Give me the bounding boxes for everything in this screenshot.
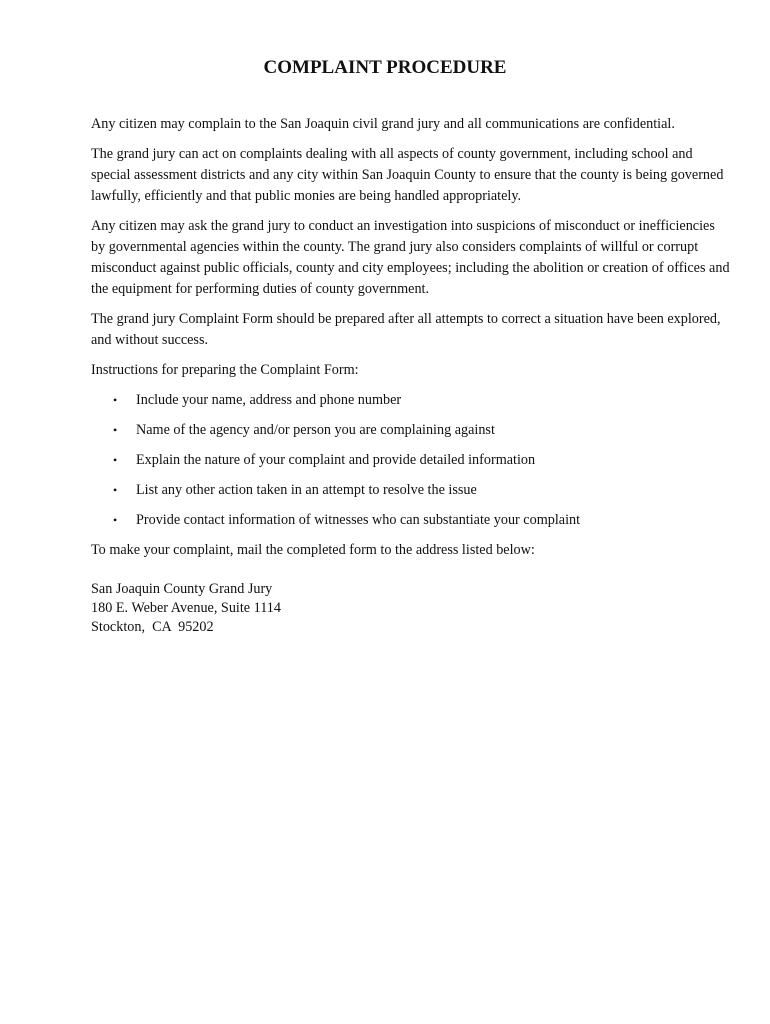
instruction-text: Name of the agency and/or person you are complaining against xyxy=(136,422,495,438)
paragraph-investigation: Any citizen may ask the grand jury to conduct an investigation into suspicions of misconduct or inefficiencies by governmental agencies within the county. The grand jury also considers complaints of willful or corrupt misconduct against public officials, county and city employees; including the abolition or creation of offices and the equipment for performing duties of county government. xyxy=(91,218,730,297)
list-item xyxy=(91,480,731,501)
document-title: COMPLAINT PROCEDURE xyxy=(263,57,507,78)
instruction-text: List any other action taken in an attempt to resolve the issue xyxy=(136,482,477,498)
address-line-city: Stockton, CA 95202 xyxy=(91,619,214,635)
document-body xyxy=(91,114,731,637)
instruction-text: Explain the nature of your complaint and provide detailed information xyxy=(136,452,536,468)
paragraph-instructions-heading: Instructions for preparing the Complaint Form: xyxy=(91,362,359,378)
list-item xyxy=(91,420,731,441)
bullet-icon: • xyxy=(113,453,118,467)
paragraph-scope: The grand jury can act on complaints dealing with all aspects of county government, including school and special assessment districts and any city within San Joaquin County to ensure that the county is being governed lawfully, efficiently and that public monies are being handled appropriately. xyxy=(91,146,724,204)
list-item xyxy=(91,390,731,411)
instructions-list xyxy=(91,390,731,531)
paragraph-intro: Any citizen may complain to the San Joaquin civil grand jury and all communications are confidential. xyxy=(91,116,675,132)
paragraph-mail-instruction: To make your complaint, mail the completed form to the address listed below: xyxy=(91,542,535,558)
bullet-icon: • xyxy=(113,423,118,437)
instruction-text: Provide contact information of witnesses who can substantiate your complaint xyxy=(136,512,581,528)
bullet-icon: • xyxy=(113,393,118,407)
bullet-icon: • xyxy=(113,483,118,497)
mailing-address xyxy=(91,580,731,637)
list-item xyxy=(91,450,731,471)
paragraph-form-timing: The grand jury Complaint Form should be prepared after all attempts to correct a situation have been explored, and without success. xyxy=(91,311,721,348)
bullet-icon: • xyxy=(113,513,118,527)
list-item xyxy=(91,510,731,531)
address-line-street: 180 E. Weber Avenue, Suite 1114 xyxy=(91,600,281,616)
instruction-text: Include your name, address and phone number xyxy=(136,392,402,408)
address-line-organization: San Joaquin County Grand Jury xyxy=(91,581,273,597)
